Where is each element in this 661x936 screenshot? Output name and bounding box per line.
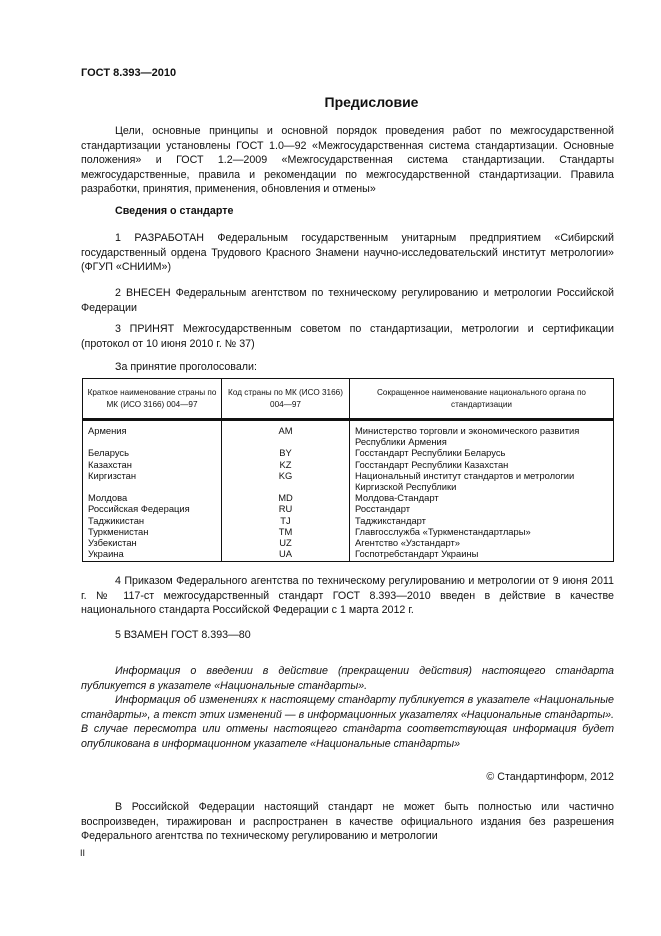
rights-paragraph [81, 800, 614, 844]
cell-code: MD [222, 492, 350, 503]
copyright: © Стандартинформ, 2012 [486, 771, 614, 783]
table-row [83, 492, 614, 503]
item-1-text: 1 РАЗРАБОТАН Федеральным государственным унитарным предприятием «Сибирский государственный ордена Трудового Красного Знамени научно-исследовательский институт метрологии» (ФГУП «СНИИМ») [81, 232, 614, 274]
cell-country: Узбекистан [83, 537, 222, 548]
document-id-header: ГОСТ 8.393—2010 [81, 67, 177, 79]
cell-code: UA [222, 548, 350, 562]
cell-code: AM [222, 420, 350, 448]
table-row [83, 503, 614, 514]
table-row [83, 447, 614, 458]
item-4 [81, 574, 614, 618]
cell-country: Украина [83, 548, 222, 562]
table-row [83, 420, 614, 448]
table-row [83, 537, 614, 548]
cell-country: Армения [83, 420, 222, 448]
rights-text: В Российской Федерации настоящий стандарт не может быть полностью или частично воспроизведен, тиражирован и распространен в качестве официального издания без разрешения Федерального агентства по техническому регулированию и метрологии [81, 801, 614, 843]
notice-changes-text: Информация об изменениях к настоящему стандарту публикуется в указателе «Национальные стандарты», а текст этих изменений — в информационных указателях «Национальные стандарты». В случае пересмотра или отмены настоящего стандарта соответствующая информация будет опубликована в информационном указателе «Национальные стандарты» [81, 694, 614, 750]
table-row [83, 548, 614, 562]
table-row [83, 470, 614, 492]
cell-code: TM [222, 526, 350, 537]
item-1 [81, 231, 614, 275]
cell-country: Туркменистан [83, 526, 222, 537]
voting-table [82, 378, 614, 562]
cell-code: RU [222, 503, 350, 514]
cell-body: Росстандарт [350, 503, 614, 514]
intro-text: Цели, основные принципы и основной порядок проведения работ по межгосударственной стандартизации установлены ГОСТ 1.0—92 «Межгосударственная система стандартизации. Основные положения» и ГОСТ 1.2—2009 «Межгосударственная система стандартизации. Стандарты межгосударственные, правила и рекомендации по межгосударственной стандартизации. Правила разработки, принятия, применения, обновления и отмены» [81, 125, 614, 196]
header-body: Сокращенное наименование национального органа по стандартизации [350, 379, 614, 420]
intro-paragraph [81, 124, 614, 197]
cell-body: Министерство торговли и экономического развития Республики Армения [350, 420, 614, 448]
table-header-row [83, 379, 614, 420]
cell-code: KZ [222, 459, 350, 470]
item-2-text: 2 ВНЕСЕН Федеральным агентством по техническому регулированию и метрологии Российской Федерации [81, 287, 614, 314]
cell-code: TJ [222, 515, 350, 526]
cell-body: Молдова-Стандарт [350, 492, 614, 503]
cell-country: Киргизстан [83, 470, 222, 492]
cell-body: Таджикстандарт [350, 515, 614, 526]
vote-label [81, 360, 614, 375]
cell-body: Главгосслужба «Туркменстандартлары» [350, 526, 614, 537]
cell-code: BY [222, 447, 350, 458]
notice-introduction-text: Информация о введении в действие (прекращении действия) настоящего стандарта публикуется в указателе «Национальные стандарты». [81, 665, 614, 692]
cell-body: Госпотребстандарт Украины [350, 548, 614, 562]
cell-body: Национальный институт стандартов и метрологии Киргизской Республики [350, 470, 614, 492]
table-row [83, 526, 614, 537]
cell-country: Российская Федерация [83, 503, 222, 514]
table-row [83, 459, 614, 470]
cell-country: Молдова [83, 492, 222, 503]
item-5-text: 5 ВЗАМЕН ГОСТ 8.393—80 [115, 629, 251, 641]
cell-country: Беларусь [83, 447, 222, 458]
item-3-text: 3 ПРИНЯТ Межгосударственным советом по стандартизации, метрологии и сертификации (протокол от 10 июня 2010 г. № 37) [81, 323, 614, 350]
cell-country: Таджикистан [83, 515, 222, 526]
cell-body: Госстандарт Республики Беларусь [350, 447, 614, 458]
cell-body: Агентство «Узстандарт» [350, 537, 614, 548]
page-number: II [80, 848, 86, 858]
cell-body: Госстандарт Республики Казахстан [350, 459, 614, 470]
header-country: Краткое наименование страны по МК (ИСО 3166) 004—97 [83, 379, 222, 420]
header-code: Код страны по МК (ИСО 3166) 004—97 [222, 379, 350, 420]
item-4-text: 4 Приказом Федерального агентства по техническому регулированию и метрологии от 9 июня 2011 г. № 117-ст межгосударственный стандарт ГОСТ 8.393—2010 введен в действие в качестве национального стандарта Российской Федерации с 1 марта 2012 г. [81, 575, 614, 617]
item-3 [81, 322, 614, 351]
item-2 [81, 286, 614, 315]
page-title: Предисловие [324, 94, 419, 110]
cell-code: UZ [222, 537, 350, 548]
cell-code: KG [222, 470, 350, 492]
notice-changes [81, 693, 614, 751]
info-heading: Сведения о стандарте [115, 205, 234, 217]
cell-country: Казахстан [83, 459, 222, 470]
item-5 [81, 628, 614, 643]
vote-label-text: За принятие проголосовали: [115, 361, 257, 373]
notice-introduction [81, 664, 614, 693]
table-row [83, 515, 614, 526]
